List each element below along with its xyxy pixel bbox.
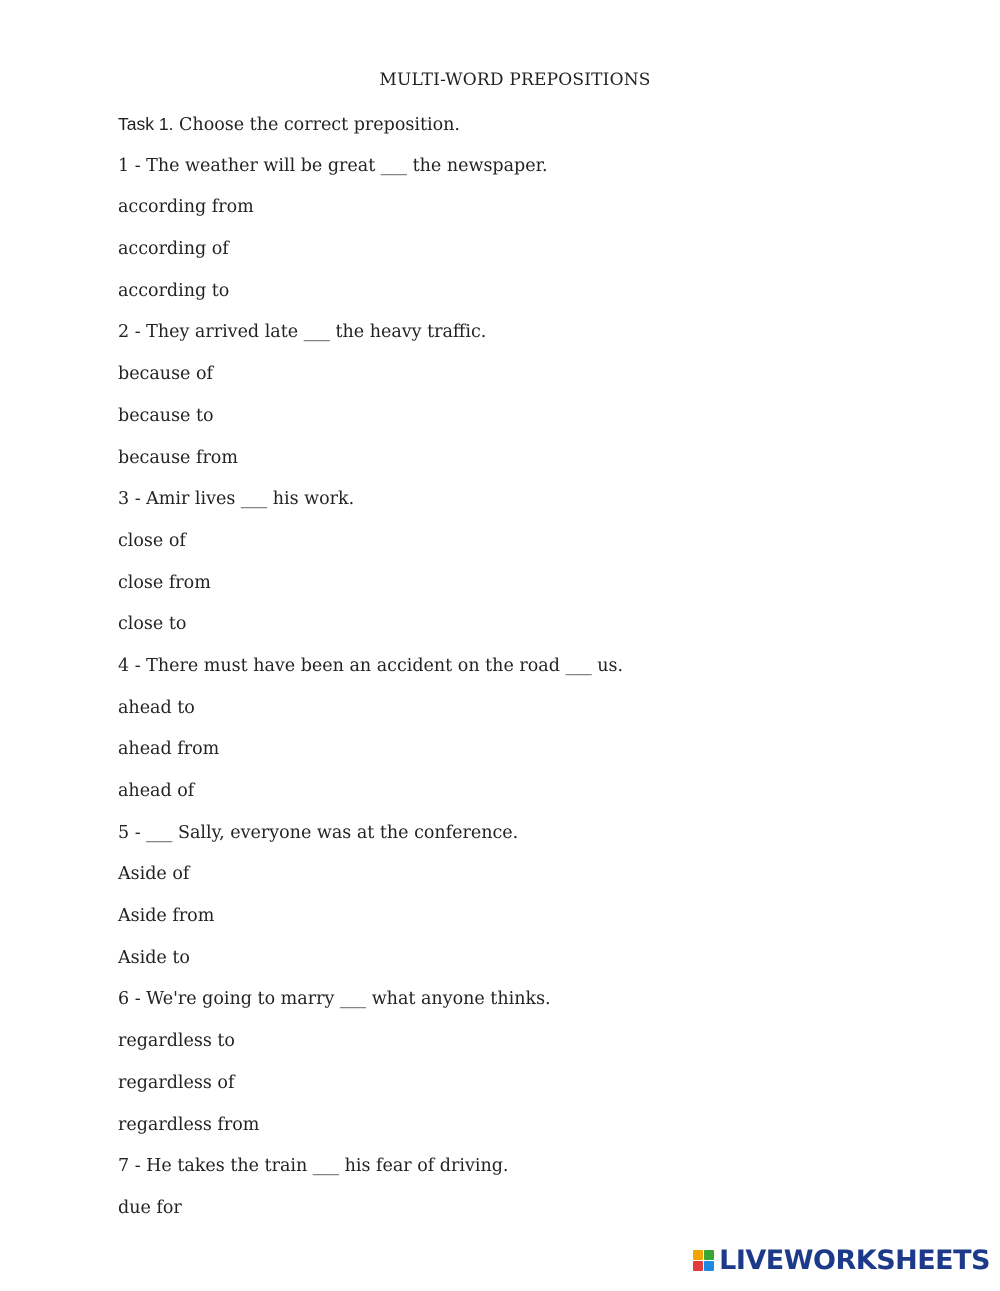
liveworksheets-logo [693,1245,990,1275]
question-text: 6 - We're going to marry ___ what anyone thinks. [118,989,551,1010]
answer-option[interactable]: ahead of [118,781,195,801]
answer-option[interactable]: according from [118,197,254,218]
answer-option[interactable]: regardless to [118,1031,235,1052]
answer-option[interactable]: because from [118,447,238,468]
answer-option[interactable]: close from [118,572,211,593]
answer-option[interactable]: regardless of [118,1072,235,1093]
question-text: 1 - The weather will be great ___ the newspaper. [118,155,548,176]
answer-option[interactable]: because to [118,405,214,426]
question-text: 2 - They arrived late ___ the heavy traffic. [118,322,487,343]
worksheet-content [118,112,938,1238]
answer-option[interactable]: according of [118,239,229,260]
question-text: 5 - ___ Sally, everyone was at the conference. [118,822,519,843]
answer-option[interactable]: ahead to [118,697,195,718]
answer-option[interactable]: Aside to [118,947,190,968]
answer-option[interactable]: regardless from [118,1114,260,1135]
page-title: MULTI-WORD PREPOSITIONS [379,70,651,90]
answer-option[interactable]: because of [118,364,213,385]
answer-option[interactable]: Aside from [118,906,215,927]
answer-option[interactable]: ahead from [118,739,220,760]
question-text: 4 - There must have been an accident on the road ___ us. [118,655,624,676]
task-instruction [118,112,938,154]
answer-option[interactable]: close of [118,530,186,551]
question-text: 3 - Amir lives ___ his work. [118,489,355,510]
answer-option[interactable]: Aside of [118,864,190,885]
task-label: Task 1. [118,114,174,134]
question-text: 7 - He takes the train ___ his fear of driving. [118,1156,509,1177]
answer-option[interactable]: due for [118,1197,182,1218]
question-list [118,154,938,1238]
logo-text: LIVEWORKSHEETS [719,1244,990,1276]
logo-blocks-icon [693,1250,714,1271]
task-instruction-text: Choose the correct preposition. [179,115,460,135]
answer-option[interactable]: close to [118,614,187,635]
answer-option[interactable]: according to [118,280,230,301]
